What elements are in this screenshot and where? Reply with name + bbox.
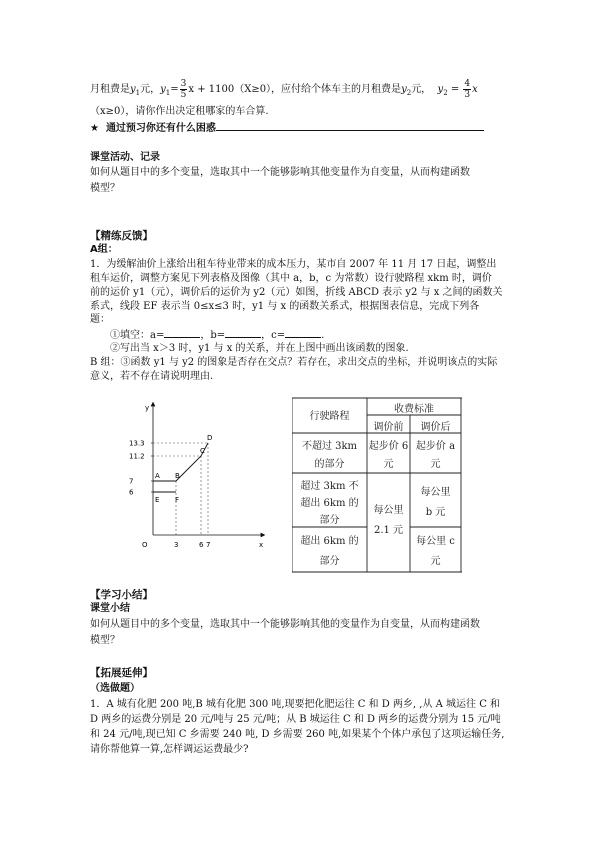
x-tick-label: 6 <box>199 541 204 549</box>
row2-label-2: 超出 6km 的 <box>300 498 359 509</box>
blank-b <box>225 328 261 338</box>
intro-line-2: （x≥0），请你作出决定租哪家的车合算. <box>90 106 269 117</box>
group-b-line-2: 意义，若不存在请说明理由. <box>90 371 214 382</box>
var-y1: y <box>160 84 166 95</box>
row1-after-2: 元 <box>430 459 441 470</box>
frac-den: 3 <box>464 90 471 100</box>
activity-line-2: 模型？ <box>90 183 120 194</box>
extension-subtitle: （选做题） <box>90 683 140 694</box>
y-axis-label: y <box>145 404 150 412</box>
x-tick-label: 3 <box>174 541 179 549</box>
row1-label-1: 不超过 3km <box>301 441 358 452</box>
var-y1: y <box>130 84 136 95</box>
frac-den: 5 <box>180 90 187 100</box>
summary-line-1: 如何从题目中的多个变量，选取其中一个能够影响其他的变量作为自变量，从而构建函数 <box>90 619 480 630</box>
point-label-D: D <box>207 434 213 442</box>
summary-line-2: 模型？ <box>90 635 120 646</box>
row3-label-1: 超出 6km 的 <box>300 536 359 547</box>
point-label-B: B <box>175 472 180 480</box>
preview-label: 通过预习你还有什么困惑 <box>105 123 216 134</box>
problem-line-5: 题： <box>90 314 110 325</box>
header-fee: 收费标准 <box>394 404 434 415</box>
header-distance: 行驶路程 <box>309 411 350 422</box>
question-2: ②写出当 x＞3 时，y1 与 x 的关系，并在上图中画出该函数的图象. <box>110 343 409 354</box>
frac-num: 4 <box>464 79 471 89</box>
row2-label-3: 部分 <box>319 515 340 526</box>
x-axis-label: x <box>259 541 264 549</box>
origin-label: O <box>142 541 148 549</box>
equals: = <box>170 84 179 95</box>
y-tick-label: 7 <box>129 477 134 486</box>
row1-label-2: 的部分 <box>314 459 345 470</box>
group-b-line-1: B 组：③函数 y1 与 y2 的图象是否存在交点？若存在，求出交点的坐标，并说明该点的实际 <box>90 357 498 368</box>
blank-a <box>164 328 200 338</box>
y-tick-label: 6 <box>129 488 134 497</box>
var-y2: y <box>437 84 444 95</box>
extension-title: 【拓展延伸】 <box>90 667 153 679</box>
problem-line-3: 前的运价 y1（元），调价后的运价为 y2（元）如图，折线 ABCD 表示 y2 与 x 之间的函数关 <box>90 287 503 298</box>
var-x: x <box>472 84 478 95</box>
activity-title: 课堂活动、记录 <box>90 152 160 163</box>
fraction-4-3 <box>463 79 471 100</box>
question-1 <box>110 328 324 343</box>
row3-label-2: 部分 <box>319 556 340 567</box>
text: ，c= <box>261 330 286 341</box>
text: ，b= <box>200 330 226 341</box>
header-after: 调价后 <box>420 422 451 433</box>
group-a-label: A组： <box>90 244 118 255</box>
fraction-3-5 <box>180 79 188 100</box>
problem-line-2: 租车运价，调整方案见下列表格及图像（其中 a，b，c 为常数）设行驶路程 xkm 时，调价 <box>90 273 492 284</box>
extension-line-1: 1．A 城有化肥 200 吨,B 城有化肥 300 吨,现要把化肥运往 C 和 D 两乡, ,从 A 城运往 C 和 <box>90 699 501 710</box>
summary-subtitle: 课堂小结 <box>90 603 130 614</box>
equals: = <box>447 84 463 95</box>
intro-line-1 <box>90 79 478 100</box>
sub: 2 <box>406 89 412 97</box>
row2-after-2: b 元 <box>425 507 446 518</box>
text: x + 1100（X≥0），应付给个体车主的月租费是 <box>188 84 402 95</box>
activity-line-1: 如何从题目中的多个变量，选取其中一个能够影响其他变量作为自变量，从而构建函数 <box>90 167 470 178</box>
row2-label-1: 超过 3km 不 <box>300 481 359 492</box>
star-icon: ★ <box>90 123 99 134</box>
y-tick-label: 13.3 <box>129 439 145 448</box>
preview-line <box>90 121 484 136</box>
summary-title: 【学习小结】 <box>90 589 153 601</box>
sub: 2 <box>443 89 448 97</box>
fare-graph <box>125 398 275 558</box>
sub: 1 <box>165 89 171 97</box>
row2-before-2: 2.1 元 <box>373 525 404 536</box>
point-label-E: E <box>155 496 160 504</box>
row1-after-1: 起步价 a <box>415 441 456 452</box>
blank-c <box>285 328 321 338</box>
row2-after-1: 每公里 <box>420 487 451 498</box>
sub: 1 <box>135 89 141 97</box>
fee-table <box>292 397 462 573</box>
problem-line-4: 系式，线段 EF 表示当 0≤x≤3 时，y1 与 x 的函数关系式，根据图表信息，完成下列各 <box>90 301 480 312</box>
text: ①填空：a= <box>110 330 165 341</box>
text: . <box>321 330 325 341</box>
extension-line-4: 请你帮他算一算,怎样调运运费最少? <box>90 744 249 755</box>
row3-after-2: 元 <box>430 556 441 567</box>
feedback-title: 【精练反馈】 <box>90 230 153 242</box>
extension-line-2: D 两乡的运费分别是 20 元/吨与 25 元/吨；从 B 城运往 C 和 D 两乡的运费分别为 15 元/吨 <box>90 714 501 725</box>
row3-after-1: 每公里 c <box>416 536 455 547</box>
row1-before-1: 起步价 6 <box>368 441 409 452</box>
problem-line-1: 1．为缓解油价上涨给出租车待业带来的成本压力，某市自 2007 年 11 月 17 日起，调整出 <box>90 259 497 270</box>
text: 月租费是 <box>90 84 130 95</box>
text: 元， <box>140 84 161 95</box>
answer-line <box>216 121 484 131</box>
y-tick-label: 11.2 <box>129 452 145 461</box>
row1-before-2: 元 <box>383 459 394 470</box>
row2-before-1: 每公里 <box>373 505 404 516</box>
text: 元， <box>411 84 432 95</box>
point-label-A: A <box>155 472 160 480</box>
header-before: 调价前 <box>373 422 404 433</box>
var-y2: y <box>401 84 407 95</box>
frac-num: 3 <box>180 79 187 89</box>
point-label-C: C <box>200 447 205 455</box>
x-tick-label: 7 <box>206 541 211 549</box>
extension-line-3: 和 24 元/吨,现已知 C 乡需要 240 吨, D 乡需要 260 吨,如果某个个体户承包了这项运输任务, <box>90 729 505 740</box>
point-label-F: F <box>175 496 180 504</box>
